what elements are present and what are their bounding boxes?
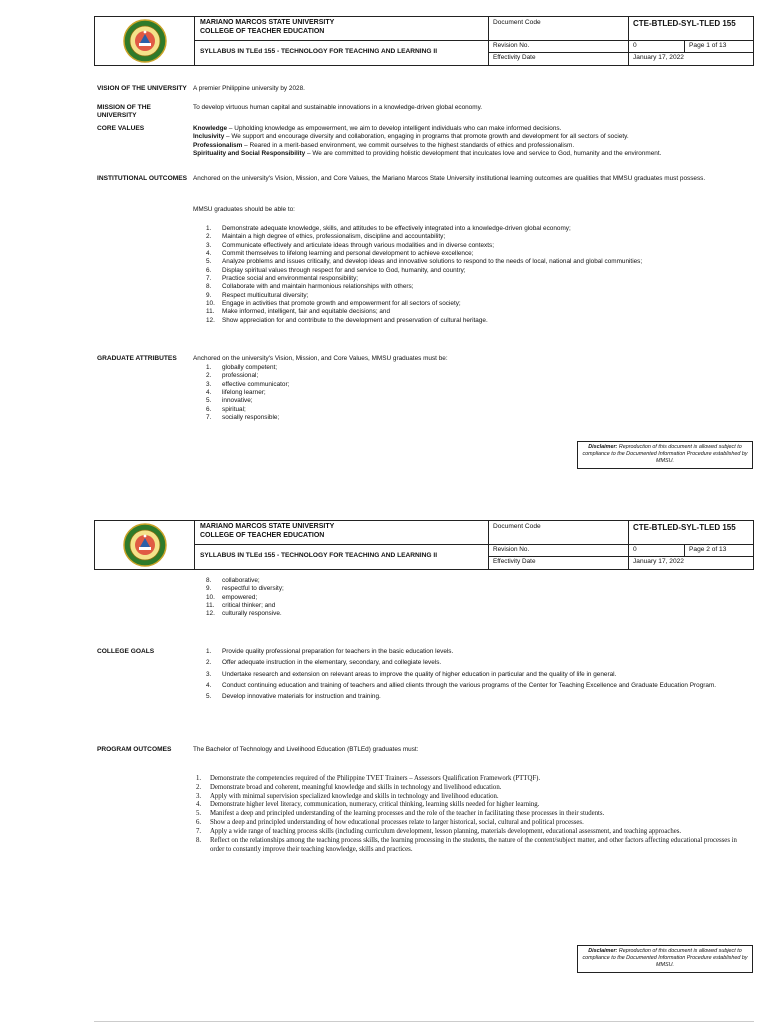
list-item: 12. culturally responsive. (206, 610, 282, 618)
list-item: 1. Demonstrate the competencies required of the Philippine TVET Trainers – Assessors Qualification Framework (PTTQF). (196, 775, 541, 782)
list-item: 1. globally competent; (206, 364, 278, 371)
revision-label: Revision No. (489, 545, 629, 557)
syllabus-page-1 (0, 0, 768, 500)
program-outcomes-intro: The Bachelor of Technology and Livelihood Education (BTLEd) graduates must: (193, 746, 419, 753)
list-item: 9. respectful to diversity; (206, 585, 284, 593)
list-item: 3. effective communicator; (206, 380, 290, 388)
document-header (94, 520, 754, 570)
logo-cell (95, 521, 195, 569)
graduate-attributes-label: GRADUATE ATTRIBUTES (97, 355, 177, 362)
disclaimer-box: Disclaimer: Reproduction of this document is allowed subject to compliance to the Documented Information Procedure established by MMSU. (577, 441, 753, 469)
list-item: 7. Practice social and environmental responsibility; (206, 274, 359, 282)
institution-name (195, 521, 489, 545)
list-item: 3. Undertake research and extension on relevant areas to improve the quality of higher education in particular and the quality of life in general. (206, 670, 617, 678)
core-value-item: Spirituality and Social Responsibility – We are committed to providing holistic development that inculcates love and service to God, humanity and the environment. (193, 149, 662, 157)
list-item: 11. Make informed, intelligent, fair and equitable decisions; and (206, 308, 391, 316)
vision-label: VISION OF THE UNIVERSITY (97, 85, 187, 92)
list-item: 8. collaborative; (206, 577, 260, 584)
list-item: 6. Show a deep and principled understanding of how educational processes relate to larger historical, social, cultural and political processes. (196, 819, 584, 827)
list-item: 12. Show appreciation for and contribute to the development and preservation of cultural heritage. (206, 316, 488, 324)
mission-label: MISSION OF THE UNIVERSITY (97, 104, 151, 120)
logo-cell (95, 17, 195, 65)
institutional-outcomes-label: INSTITUTIONAL OUTCOMES (97, 175, 187, 182)
effectivity-value: January 17, 2022 (633, 558, 684, 565)
mission-text: To develop virtuous human capital and sustainable innovations in a knowledge-driven global economy. (193, 104, 483, 111)
graduate-attributes-intro: Anchored on the university's Vision, Mission, and Core Values, MMSU graduates must be: (193, 355, 448, 362)
university-name: MARIANO MARCOS STATE UNIVERSITY (200, 523, 335, 530)
document-code-value: CTE-BTLED-SYL-TLED 155 (629, 17, 753, 41)
list-item: 4. lifelong learner; (206, 388, 266, 396)
syllabus-page-2 (0, 512, 768, 1012)
institutional-outcomes-intro: Anchored on the university's Vision, Mission, and Core Values, the Mariano Marcos State University institutional learning outcomes are qualities that MMSU graduates must possess. (193, 175, 706, 182)
program-outcomes-list (196, 775, 752, 854)
list-item: 3. Communicate effectively and articulate ideas through various modalities and in diverse contexts; (206, 241, 494, 249)
core-value-item: Professionalism – Reared in a merit-based environment, we commit ourselves to the highest standards of ethics and professionalism. (193, 141, 575, 149)
list-item: 2. Maintain a high degree of ethics, professionalism, discipline and accountability; (206, 233, 446, 241)
list-item: 4. Commit themselves to lifelong learning and personal development to achieve excellence; (206, 249, 474, 257)
core-value-item: Inclusivity – We support and encourage diversity and collaboration, engaging in programs that promote growth and development for all sectors of society. (193, 133, 629, 141)
revision-label: Revision No. (489, 41, 629, 53)
syllabus-title: SYLLABUS IN TLEd 155 - TECHNOLOGY FOR TEACHING AND LEARNING II (195, 41, 489, 65)
list-item: 2. Offer adequate instruction in the elementary, secondary, and collegiate levels. (206, 659, 442, 667)
list-item: 11. critical thinker; and (206, 601, 276, 609)
institution-name (195, 17, 489, 41)
graduate-attributes-list-continued (206, 577, 752, 619)
list-item: 7. Apply a wide range of teaching process skills (including curriculum development, lesson planning, materials development, educational assessment, and teaching approaches. (196, 827, 682, 835)
university-seal-icon (123, 523, 167, 567)
list-item: 9. Respect multicultural diversity; (206, 291, 309, 299)
program-outcomes-label: PROGRAM OUTCOMES (97, 746, 172, 753)
list-item: 2. professional; (206, 372, 259, 380)
effectivity-label: Effectivity Date (489, 557, 629, 569)
list-item: 4. Demonstrate higher level literacy, communication, numeracy, critical thinking, learning skills needed for higher learning. (196, 801, 540, 809)
college-name: COLLEGE OF TEACHER EDUCATION (200, 531, 325, 539)
college-goals-list (206, 648, 752, 702)
disclaimer-box: Disclaimer: Reproduction of this document is allowed subject to compliance to the Documented Information Procedure established by MMSU. (577, 945, 753, 973)
page-number: Page 1 of 13 (685, 41, 753, 53)
effectivity-value: January 17, 2022 (633, 54, 684, 61)
graduate-attributes-list (206, 364, 752, 422)
list-item: 5. Manifest a deep and principled understanding of the learning processes and the role of the teacher in facilitating these processes in their students. (196, 810, 605, 818)
list-item: 5. Develop innovative materials for instruction and training. (206, 693, 381, 701)
document-code-label: Document Code (489, 521, 629, 545)
core-values-label: CORE VALUES (97, 125, 145, 132)
document-code-value: CTE-BTLED-SYL-TLED 155 (629, 521, 753, 545)
list-item: 6. spiritual; (206, 405, 246, 413)
core-values-list (193, 125, 753, 158)
syllabus-title: SYLLABUS IN TLEd 155 - TECHNOLOGY FOR TEACHING AND LEARNING II (195, 545, 489, 569)
list-item: 10. Engage in activities that promote growth and empowerment for all sectors of society; (206, 299, 461, 307)
revision-value: 0 (629, 41, 685, 53)
university-seal-icon (123, 19, 167, 63)
college-goals-label: COLLEGE GOALS (97, 648, 155, 655)
document-code-label: Document Code (489, 17, 629, 41)
list-item: 1. Provide quality professional preparation for teachers in the basic education levels. (206, 648, 454, 655)
core-value-item: Knowledge – Upholding knowledge as empowerment, we aim to develop intelligent individuals who can make informed decisions. (193, 125, 562, 132)
college-name: COLLEGE OF TEACHER EDUCATION (200, 27, 325, 35)
institutional-outcomes-list (206, 225, 752, 325)
institutional-outcomes-lead: MMSU graduates should be able to: (193, 206, 295, 213)
list-item: 3. Apply with minimal supervision specialized knowledge and skills in technology and livelihood education. (196, 792, 499, 800)
document-header (94, 16, 754, 66)
vision-text: A premier Philippine university by 2028. (193, 85, 305, 92)
university-name: MARIANO MARCOS STATE UNIVERSITY (200, 19, 335, 26)
list-item: 10. empowered; (206, 593, 258, 601)
effectivity-label: Effectivity Date (489, 53, 629, 65)
list-item: 2. Demonstrate broad and coherent, meaningful knowledge and skills in technology and livelihood education. (196, 783, 502, 791)
list-item: 7. socially responsible; (206, 413, 280, 421)
revision-value: 0 (629, 545, 685, 557)
list-item: 5. Analyze problems and issues critically, and develop ideas and innovative solutions to respond to the needs of local, national and global communities; (206, 258, 643, 266)
list-item: 5. innovative; (206, 397, 253, 405)
list-item: 1. Demonstrate adequate knowledge, skills, and attitudes to be effectively integrated into a knowledge-driven global economy; (206, 225, 571, 232)
list-item: 6. Display spiritual values through respect for and service to God, humanity, and country; (206, 266, 466, 274)
page-divider (94, 1021, 754, 1022)
page-number: Page 2 of 13 (685, 545, 753, 557)
list-item: 8. Reflect on the relationships among the teaching process skills, the learning processing in the students, the nature of the content/subject matter, and other factors affecting educational processes in order to constantly improve their teaching knowledge, skills and practices. (196, 836, 737, 853)
list-item: 8. Collaborate with and maintain harmonious relationships with others; (206, 283, 414, 291)
list-item: 4. Conduct continuing education and training of teachers and allied clients through the various programs of the Center for Teaching Excellence and Graduate Education Program. (206, 681, 717, 689)
